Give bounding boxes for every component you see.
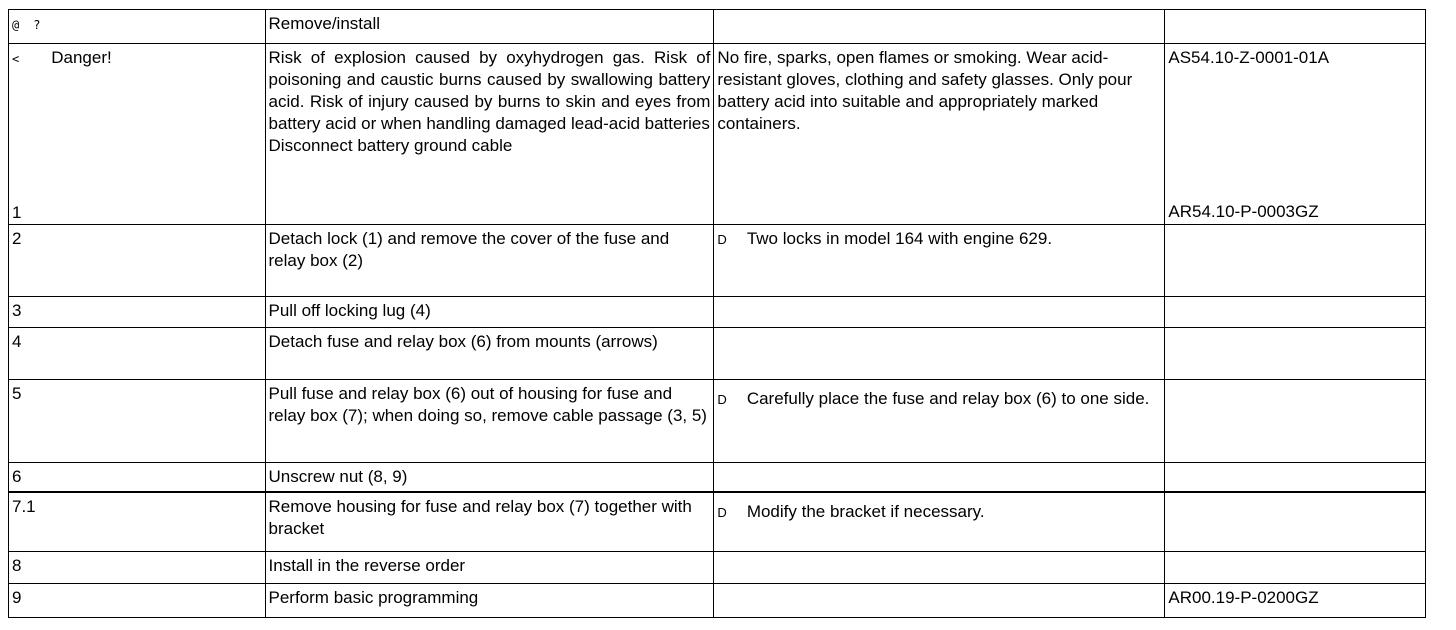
note-icon: D <box>717 505 727 520</box>
step-number: 8 <box>9 552 266 584</box>
header-empty-ref <box>1165 10 1426 44</box>
step-action: Disconnect battery ground cable <box>268 136 513 155</box>
step-action: Remove housing for fuse and relay box (7) together with bracket <box>265 492 714 552</box>
step-note-cell <box>714 297 1165 328</box>
step-ref <box>1165 297 1426 328</box>
step-note-cell <box>714 584 1165 618</box>
step-ref <box>1165 225 1426 297</box>
step-row <box>9 492 1426 552</box>
step-row <box>9 584 1426 618</box>
step-note-cell <box>714 328 1165 380</box>
note-icon: D <box>717 392 727 407</box>
warning-icon: < <box>12 52 20 66</box>
step-action: Pull fuse and relay box (6) out of housing for fuse and relay box (7); when doing so, remove cable passage (3, 5) <box>265 380 714 463</box>
note-icon: D <box>717 232 727 247</box>
danger-ref-cell <box>1165 44 1426 225</box>
step-row <box>9 380 1426 463</box>
step-action: Install in the reverse order <box>265 552 714 584</box>
step-number: 2 <box>9 225 266 297</box>
danger-step-cell <box>9 44 266 225</box>
step-number: 4 <box>9 328 266 380</box>
step-note-cell <box>714 552 1165 584</box>
step-ref <box>1165 463 1426 493</box>
step-ref <box>1165 380 1426 463</box>
step-note-cell <box>714 463 1165 493</box>
step-action: Pull off locking lug (4) <box>265 297 714 328</box>
step-row <box>9 328 1426 380</box>
step-row <box>9 297 1426 328</box>
step-row <box>9 552 1426 584</box>
step-number: 3 <box>9 297 266 328</box>
procedure-table <box>8 9 1426 618</box>
danger-label: Danger! <box>51 48 112 67</box>
step-ref <box>1165 552 1426 584</box>
step-action: Detach lock (1) and remove the cover of the fuse and relay box (2) <box>265 225 714 297</box>
step-ref-link[interactable]: AR00.19-P-0200GZ <box>1165 584 1426 618</box>
header-empty-note <box>714 10 1165 44</box>
danger-action-cell <box>265 44 714 225</box>
question-icon: ? <box>33 18 41 32</box>
step-ref-link[interactable]: AR54.10-P-0003GZ <box>1168 202 1319 221</box>
step-note: Carefully place the fuse and relay box (6) to one side. <box>746 389 1150 408</box>
danger-risk-text: Risk of explosion caused by oxyhydrogen gas. Risk of poisoning and caustic burns caused by swallowing battery acid. Risk of injury caused by burns to skin and eyes from battery acid or when handling damaged lead-acid batteries <box>268 48 711 133</box>
danger-measures: No fire, sparks, open flames or smoking. Wear acid-resistant gloves, clothing and safety glasses. Only pour battery acid into suitable and appropriately marked containers. <box>714 44 1165 225</box>
step-action: Detach fuse and relay box (6) from mounts (arrows) <box>265 328 714 380</box>
step-number: 5 <box>9 380 266 463</box>
step-row <box>9 225 1426 297</box>
step-action: Unscrew nut (8, 9) <box>265 463 714 493</box>
danger-row <box>9 44 1426 225</box>
step-ref <box>1165 492 1426 552</box>
step-note: Two locks in model 164 with engine 629. <box>746 229 1053 248</box>
step-note-cell <box>714 380 1165 463</box>
step-note: Modify the bracket if necessary. <box>746 502 985 521</box>
step-number: 7.1 <box>9 492 266 552</box>
step-row <box>9 463 1426 493</box>
step-number: 6 <box>9 463 266 493</box>
at-icon: @ <box>12 18 20 32</box>
header-row <box>9 10 1426 44</box>
step-action: Perform basic programming <box>265 584 714 618</box>
step-number: 1 <box>12 203 22 222</box>
header-icons-cell <box>9 10 266 44</box>
header-title: Remove/install <box>265 10 714 44</box>
step-number: 9 <box>9 584 266 618</box>
danger-ref-link[interactable]: AS54.10-Z-0001-01A <box>1168 48 1330 67</box>
step-note-cell <box>714 225 1165 297</box>
step-ref <box>1165 328 1426 380</box>
step-note-cell <box>714 492 1165 552</box>
